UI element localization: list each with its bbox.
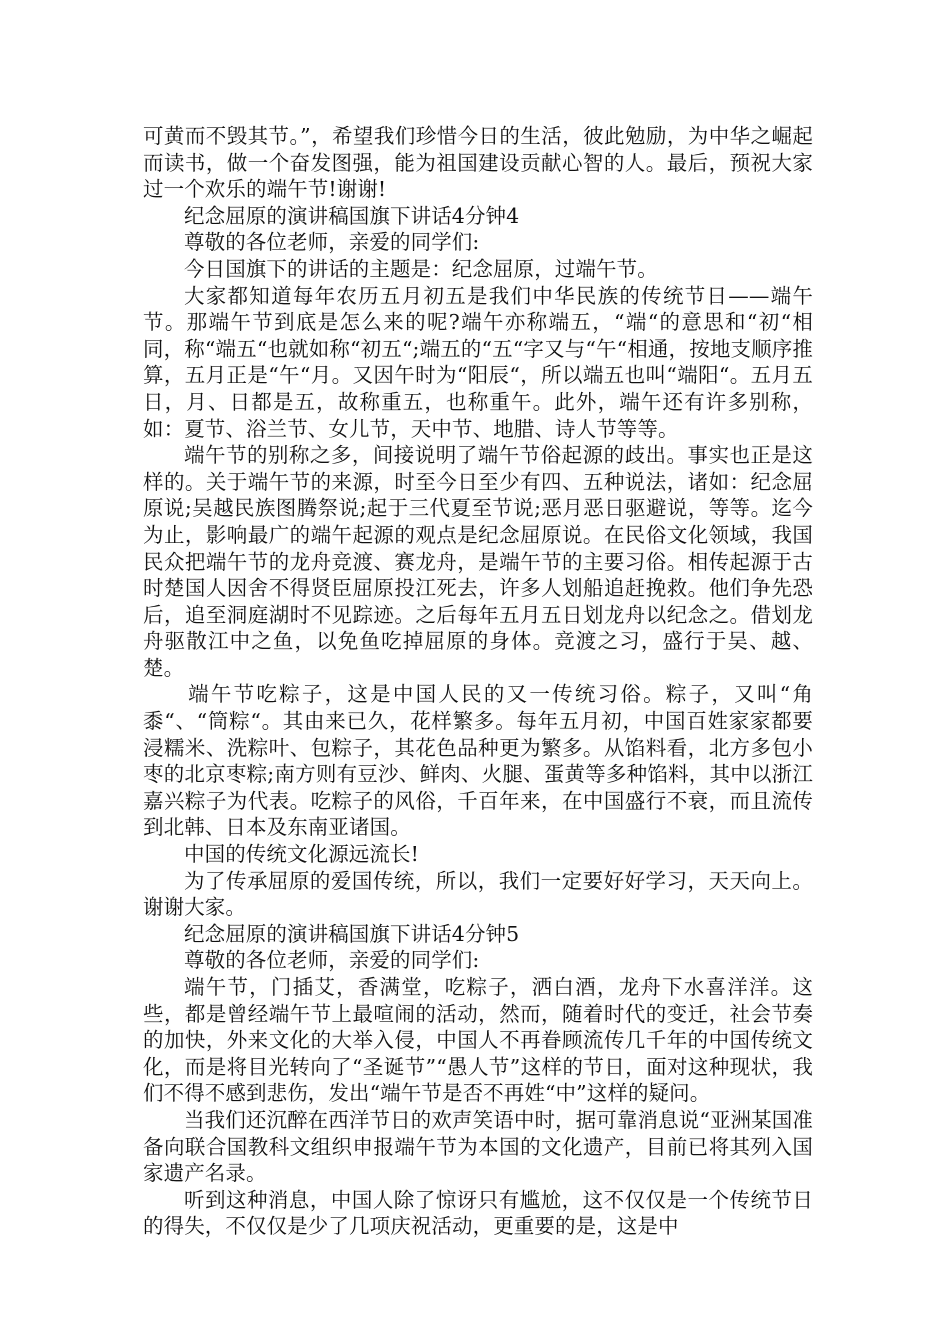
paragraph-origin: 大家都知道每年农历五月初五是我们中华民族的传统节日——端午节。那端午节到底是怎么来的呢?端午亦称端五，“端“的意思和“初“相同，称“端五“也就如称“初五“;端五的“五“字又与“午“相通，按地支顺序推算，五月正是“午“月。又因午时为“阳辰“，所以端五也叫“端阳“。五月五日，月、日都是五，故称重五，也称重午。此外，端午还有许多别称，如：夏节、浴兰节、女儿节，天中节、地腊、诗人节等等。 [143,283,813,441]
paragraph-reaction: 听到这种消息，中国人除了惊讶只有尴尬，这不仅仅是一个传统节日的得失，不仅仅是少了几项庆祝活动，更重要的是，这是中 [143,1187,813,1239]
section-heading-4: 纪念屈原的演讲稿国旗下讲话4分钟4 [184,203,520,228]
salutation: 尊敬的各位老师，亲爱的同学们: [184,230,480,255]
paragraph-closing-quote: 可黄而不毁其节。”，希望我们珍惜今日的生活，彼此勉励，为中华之崛起而读书，做一个奋发图强，能为祖国建设贡献心智的人。最后，预祝大家过一个欢乐的端午节!谢谢! [143,124,813,202]
paragraph-news: 当我们还沉醉在西洋节日的欢声笑语中时，据可靠消息说“亚洲某国准备向联合国教科文组织申报端午节为本国的文化遗产，目前已将其列入国家遗产名录。 [143,1107,813,1186]
document-body [143,123,813,1240]
salutation-2: 尊敬的各位老师，亲爱的同学们: [184,948,480,973]
paragraph-culture: 中国的传统文化源远流长! [184,842,419,867]
section-heading-5: 纪念屈原的演讲稿国旗下讲话4分钟5 [184,921,520,946]
paragraph-aliases: 端午节的别称之多，间接说明了端午节俗起源的歧出。事实也正是这样的。关于端午节的来源，时至今日至少有四、五种说法，诸如：纪念屈原说;吴越民族图腾祭说;起于三代夏至节说;恶月恶日驱避说，等等。迄今为止，影响最广的端午起源的观点是纪念屈原说。在民俗文化领域，我国民众把端午节的龙舟竞渡、赛龙舟，是端午节的主要习俗。相传起源于古时楚国人因舍不得贤臣屈原投江死去，许多人划船追赶挽救。他们争先恐后，追至洞庭湖时不见踪迹。之后每年五月五日划龙舟以纪念之。借划龙舟驱散江中之鱼，以免鱼吃掉屈原的身体。竞渡之习，盛行于吴、越、楚。 [143,443,813,680]
paragraph-conclusion: 为了传承屈原的爱国传统，所以，我们一定要好好学习，天天向上。谢谢大家。 [143,868,813,920]
paragraph-topic: 今日国旗下的讲话的主题是：纪念屈原，过端午节。 [184,256,658,281]
paragraph-zongzi: 端午节吃粽子，这是中国人民的又一传统习俗。粽子，又叫“角黍“、“筒粽“。其由来已久，花样繁多。每年五月初，中国百姓家家都要浸糯米、洗粽叶、包粽子，其花色品种更为繁多。从馅料看，北方多包小枣的北京枣粽;南方则有豆沙、鲜肉、火腿、蛋黄等多种馅料，其中以浙江嘉兴粽子为代表。吃粽子的风俗，千百年来，在中国盛行不衰，而且流传到北韩、日本及东南亚诸国。 [143,682,813,840]
paragraph-customs: 端午节，门插艾，香满堂，吃粽子，洒白酒，龙舟下水喜洋洋。这些，都是曾经端午节上最喧闹的活动，然而，随着时代的变迁，社会节奏的加快，外来文化的大举入侵，中国人不再眷顾流传几千年的中国传统文化，而是将目光转向了“圣诞节”“愚人节”这样的节日，面对这种现状，我们不得不感到悲伤，发出“端午节是否不再姓“中”这样的疑问。 [143,975,813,1106]
